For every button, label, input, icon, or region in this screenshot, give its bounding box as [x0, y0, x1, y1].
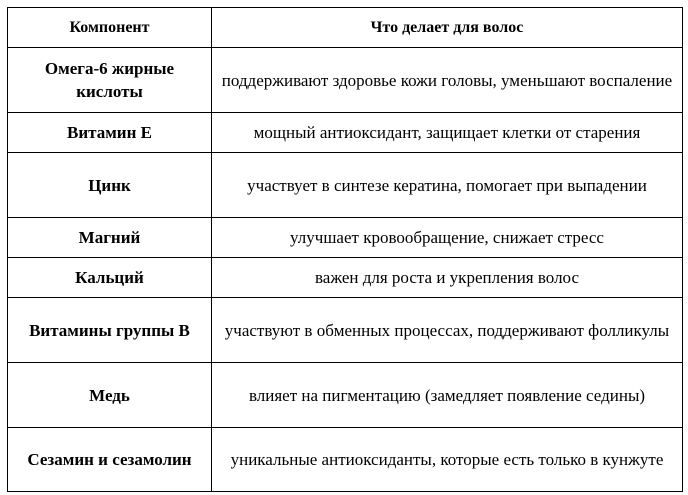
component-cell: Витамин Е — [8, 113, 212, 153]
effect-cell: уникальные антиоксиданты, которые есть только в кунжуте — [212, 428, 683, 492]
header-effect: Что делает для волос — [212, 8, 683, 48]
effect-cell: мощный антиоксидант, защищает клетки от старения — [212, 113, 683, 153]
table-row — [8, 363, 683, 428]
effect-cell: важен для роста и укрепления волос — [212, 258, 683, 298]
component-cell: Медь — [8, 363, 212, 428]
component-cell: Цинк — [8, 153, 212, 218]
table-row — [8, 218, 683, 258]
table-row — [8, 428, 683, 492]
component-cell: Магний — [8, 218, 212, 258]
component-cell: Сезамин и сезамолин — [8, 428, 212, 492]
table-row — [8, 298, 683, 363]
table-row — [8, 48, 683, 113]
table-row — [8, 258, 683, 298]
effect-cell: участвует в синтезе кератина, помогает при выпадении — [212, 153, 683, 218]
component-cell: Витамины группы В — [8, 298, 212, 363]
effect-cell: участвуют в обменных процессах, поддерживают фолликулы — [212, 298, 683, 363]
table-row — [8, 153, 683, 218]
table-header-row — [8, 8, 683, 48]
effect-cell: улучшает кровообращение, снижает стресс — [212, 218, 683, 258]
effect-cell: поддерживают здоровье кожи головы, уменьшают воспаление — [212, 48, 683, 113]
components-table — [7, 7, 683, 492]
component-cell: Кальций — [8, 258, 212, 298]
table-row — [8, 113, 683, 153]
component-cell: Омега-6 жирные кислоты — [8, 48, 212, 113]
header-component: Компонент — [8, 8, 212, 48]
effect-cell: влияет на пигментацию (замедляет появление седины) — [212, 363, 683, 428]
